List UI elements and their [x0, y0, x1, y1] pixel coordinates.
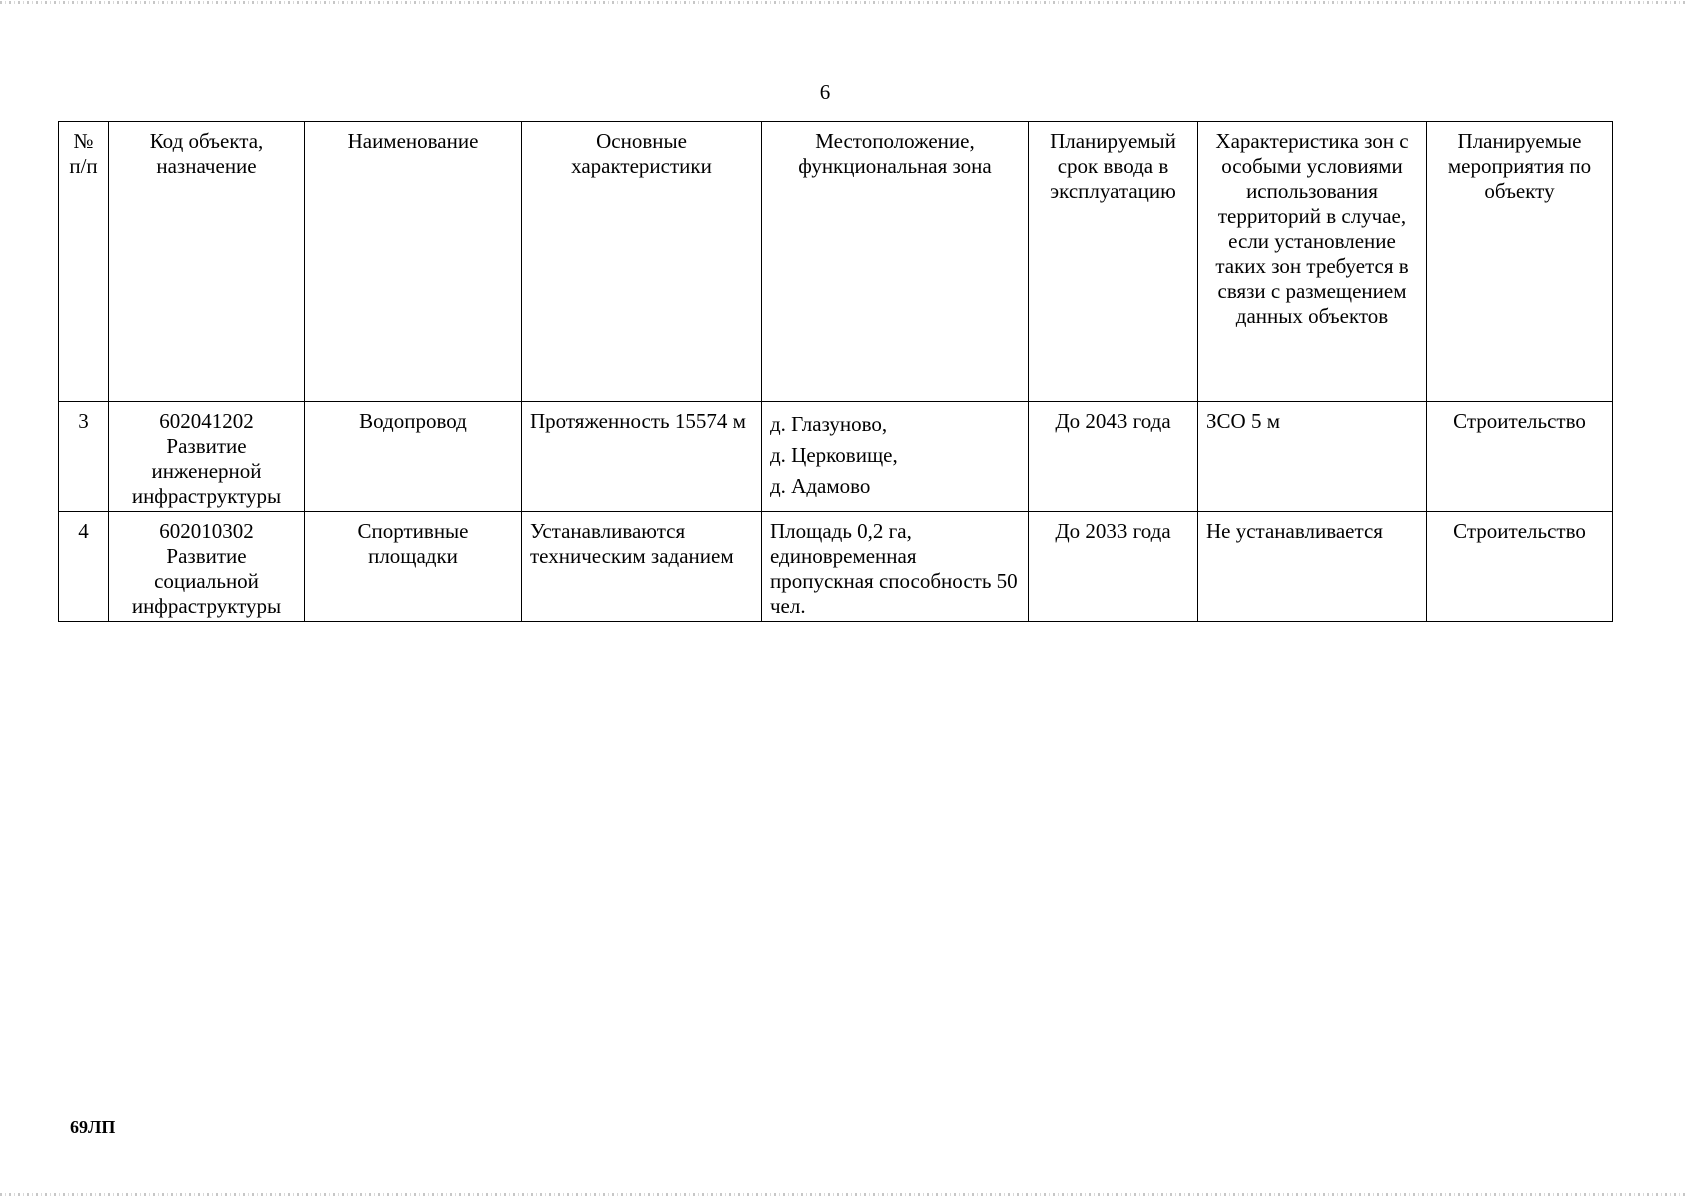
- table-row: [59, 402, 1613, 512]
- header-zone: Характеристика зон с особыми условиями использования территорий в случае, если установление таких зон требуется в связи с размещением данных объектов: [1198, 122, 1427, 402]
- cell-measures: Строительство: [1427, 512, 1613, 622]
- cell-zone: Не устанавливается: [1198, 512, 1427, 622]
- cell-term: До 2033 года: [1029, 512, 1198, 622]
- cell-measures: Строительство: [1427, 402, 1613, 512]
- location-line: д. Глазуново,: [770, 412, 888, 436]
- header-name: Наименование: [305, 122, 522, 402]
- header-location: Местоположение, функциональная зона: [762, 122, 1029, 402]
- objects-table: [58, 121, 1613, 622]
- cell-location: Площадь 0,2 га, единовременная пропускная способность 50 чел.: [762, 512, 1029, 622]
- cell-num: 3: [59, 402, 109, 512]
- location-line: д. Церковище,: [770, 443, 898, 467]
- table-row: [59, 512, 1613, 622]
- cell-characteristics: Устанавливаются техническим заданием: [522, 512, 762, 622]
- header-code: Код объекта, назначение: [109, 122, 305, 402]
- cell-code: [109, 402, 305, 512]
- cell-name: Спортивные площадки: [305, 512, 522, 622]
- location-line: д. Адамово: [770, 474, 871, 498]
- object-purpose: Развитие инженерной инфраструктуры: [131, 434, 282, 508]
- object-code: 602041202: [159, 409, 254, 433]
- header-term: Планируемый срок ввода в эксплуатацию: [1029, 122, 1198, 402]
- scan-edge-bottom: [0, 1193, 1686, 1196]
- cell-num: 4: [59, 512, 109, 622]
- header-measures: Планируемые мероприятия по объекту: [1427, 122, 1613, 402]
- cell-term: До 2043 года: [1029, 402, 1198, 512]
- scan-edge-top: [0, 1, 1686, 4]
- table-header-row: [59, 122, 1613, 402]
- cell-characteristics: Протяженность 15574 м: [522, 402, 762, 512]
- cell-code: [109, 512, 305, 622]
- cell-location: [762, 402, 1029, 512]
- object-code: 602010302: [159, 519, 254, 543]
- header-characteristics: Основные характеристики: [522, 122, 762, 402]
- header-num: № п/п: [59, 122, 109, 402]
- footer-code: 69ЛП: [70, 1117, 116, 1137]
- cell-name: Водопровод: [305, 402, 522, 512]
- object-purpose: Развитие социальной инфраструктуры: [131, 544, 282, 618]
- cell-zone: ЗСО 5 м: [1198, 402, 1427, 512]
- page-number: 6: [819, 80, 831, 104]
